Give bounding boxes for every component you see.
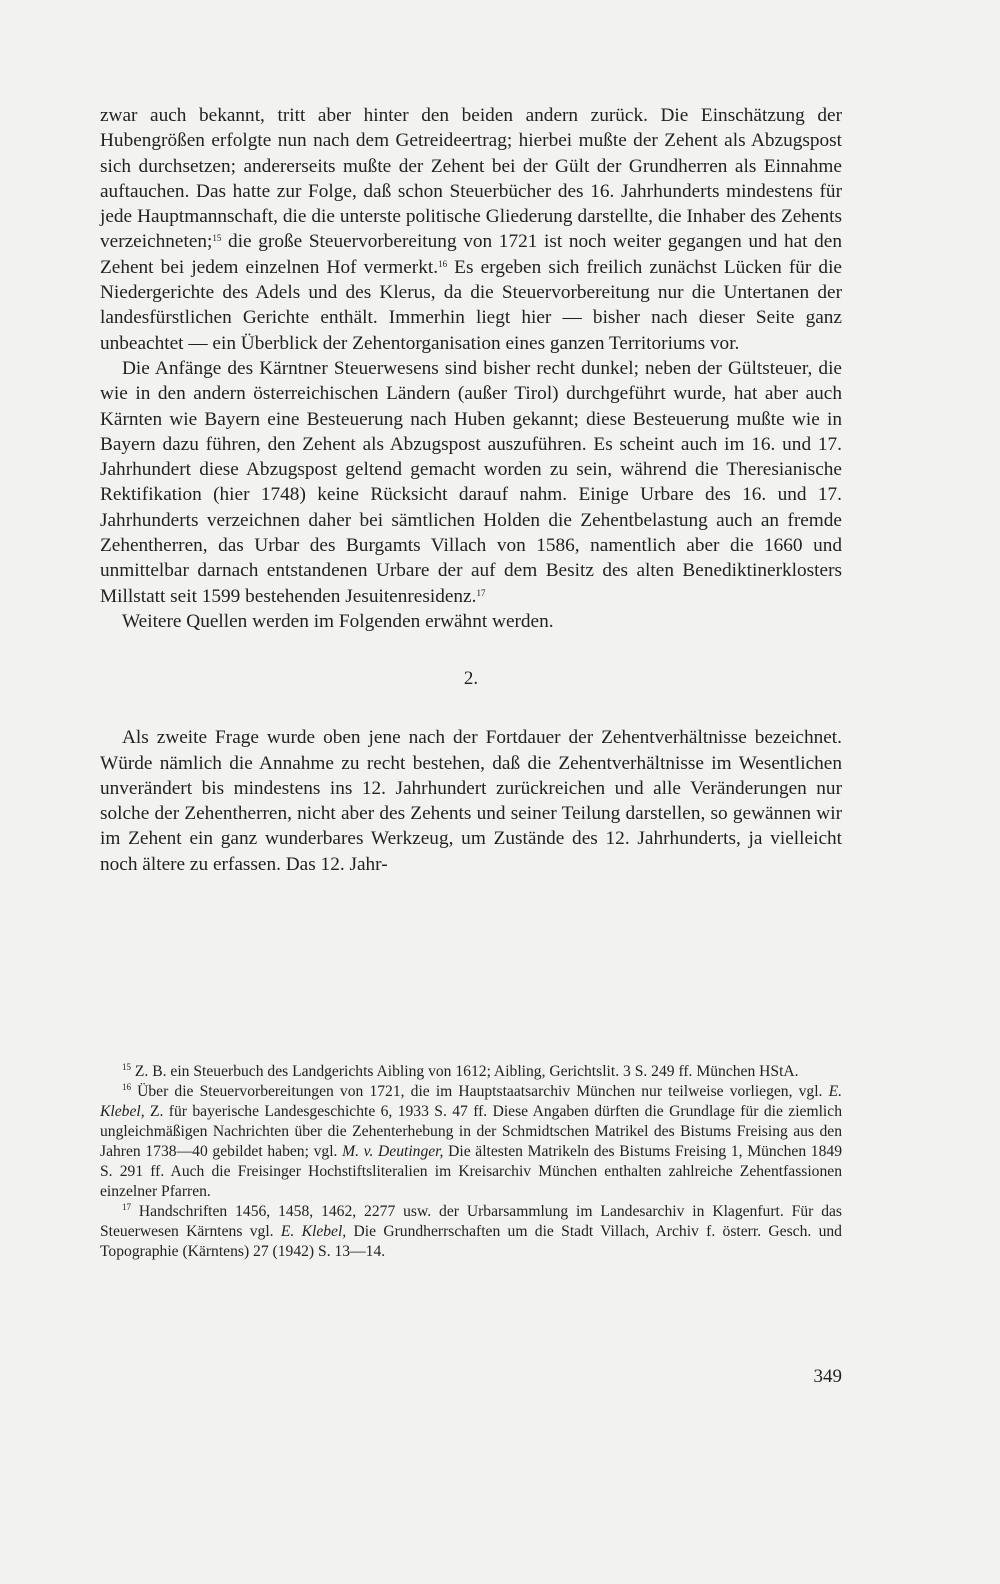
footnote-16-text-c: Die ältesten Matrikeln des Bistums Freising 1, München 1849 S. 291 ff. Auch die Freisinger Hochstiftsliteralien im Kreisarchiv München enthalten zahlreiche Zehentfassionen einzelner Pfarren. [100,1143,842,1200]
paragraph-4: Als zweite Frage wurde oben jene nach der Fortdauer der Zehentverhältnisse bezeichnet. Würde nämlich die Annahme zu recht bestehen, daß die Zehentverhältnisse im Wesentlichen unverändert bis mindestens ins 12. Jahrhundert zurückreichen und alle Veränderungen nur solche der Zehentherren, nicht aber des Zehents und seiner Teilung darstellen, so gewännen wir im Zehent ein ganz wunderbares Werkzeug, um Zustände des 12. Jahrhunderts, ja vielleicht noch ältere zu erfassen. Das 12. Jahr- [100,727,842,875]
footnote-16-text-b: Z. für bayerische Landesgeschichte 6, 1933 S. 47 ff. Diese Angaben dürften die Grundlage für die ziemlich ungleichmäßigen Nachrichten über die Zehenterhebung in der Schmidtschen Matrikel des Bistums Freising aus den Jahren 1738—40 gebildet haben; vgl. [100,1103,842,1160]
footnote-15-number: 15 [122,1062,131,1072]
paragraph-1 [100,103,842,356]
footnote-16-author-2: M. v. Deutinger, [342,1143,444,1160]
footnotes [100,1062,842,1262]
paragraph-1-text-c: Es ergeben sich freilich zunächst Lücken für die Niedergerichte des Adels und des Klerus, da die Steuervorbereitung nur die Untertanen der landesfürstlichen Gerichte enthält. Immerhin liegt hier — bisher nach dieser Seite ganz unbeachtet — ein Überblick der Zehentorganisation eines ganzen Territoriums vor. [100,256,842,354]
paragraph-2 [100,356,842,609]
footnote-16-number: 16 [122,1082,131,1092]
footnote-17-number: 17 [122,1202,131,1212]
footnote-ref-16[interactable]: 16 [438,258,448,269]
paragraph-3: Weitere Quellen werden im Folgenden erwähnt werden. [122,610,554,632]
footnote-17-author: E. Klebel, [280,1223,347,1240]
paragraph-1-text: zwar auch bekannt, tritt aber hinter den beiden andern zurück. Die Einschätzung der Hubengrößen erfolgte nun nach dem Getreideertrag; hierbei mußte der Zehent als Abzugspost sich durchsetzen; andererseits mußte der Zehent bei der Gült der Grundherren als Einnahme auftauchen. Das hatte zur Folge, daß schon Steuerbücher des 16. Jahrhunderts mindestens für jede Hauptmannschaft, die die unterste politische Gliederung darstellte, die Inhaber des Zehents verzeichneten; [100,105,842,253]
page-number: 349 [813,1366,842,1387]
footnote-15 [100,1062,842,1082]
paragraph-1-text-b: die große Steuervorbereitung von 1721 ist noch weiter gegangen und hat den Zehent bei jedem einzelnen Hof vermerkt. [100,231,842,278]
footnote-15-text: Z. B. ein Steuerbuch des Landgerichts Aibling von 1612; Aibling, Gerichtslit. 3 S. 249 ff. München HStA. [131,1063,799,1080]
footnote-16 [100,1082,842,1202]
footnote-ref-17[interactable]: 17 [476,587,486,598]
paragraph-2-text: Die Anfänge des Kärntner Steuerwesens sind bisher recht dunkel; neben der Gültsteuer, die wie in den andern österreichischen Ländern (außer Tirol) durchgeführt wurde, hat aber auch Kärnten wie Bayern eine Besteuerung nach Huben gekannt; diese Besteuerung mußte wie in Bayern dazu führen, den Zehent als Abzugspost auszuführen. Es scheint auch im 16. und 17. Jahrhundert diese Abzugspost geltend gemacht worden zu sein, während die Theresianische Rektifikation (hier 1748) keine Rücksicht darauf nahm. Einige Urbare des 16. und 17. Jahrhunderts verzeichnen daher bei sämtlichen Holden die Zehentbelastung auch an fremde Zehentherren, das Urbar des Burgamts Villach von 1586, namentlich aber die 1660 und unmittelbar darnach entstandenen Urbare der auf dem Besitz des alten Benediktinerklosters Millstatt seit 1599 bestehenden Jesuitenresidenz. [100,357,842,607]
footnote-17-text-b: Die Grundherrschaften um die Stadt Villach, Archiv f. österr. Gesch. und Topographie (Kärntens) 27 (1942) S. 13—14. [100,1223,842,1260]
footnote-16-author-1: E. Klebel, [100,1083,842,1120]
footnote-16-text-a: Über die Steuervorbereitungen von 1721, die im Hauptstaatsarchiv München nur teilweise vorliegen, vgl. [131,1083,829,1100]
footnote-17 [100,1202,842,1262]
main-text [100,103,842,877]
section-number: 2. [463,668,479,690]
footnote-17-text-a: Handschriften 1456, 1458, 1462, 2277 usw. der Urbarsammlung im Landesarchiv in Klagenfurt. Für das Steuerwesen Kärntens vgl. [100,1203,842,1240]
footnote-ref-15[interactable]: 15 [212,233,222,244]
